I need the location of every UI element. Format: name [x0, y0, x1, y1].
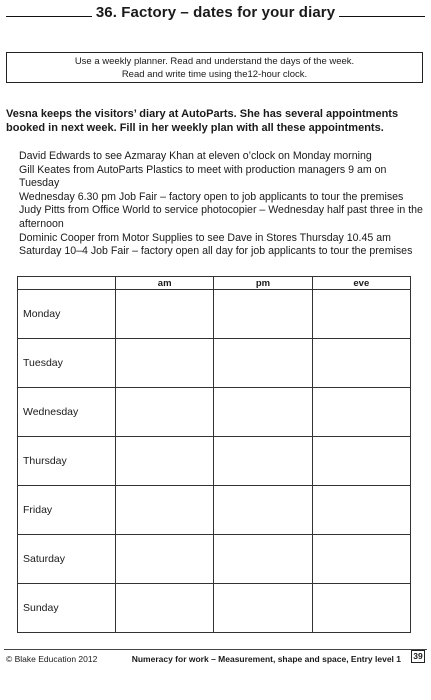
- table-header-row: [18, 277, 411, 290]
- appointment-item: Saturday 10–4 Job Fair – factory open all day for job applicants to tour the premises: [19, 245, 413, 258]
- appointment-item: Judy Pitts from Office World to service photocopier – Wednesday half past three in the afternoon: [19, 204, 423, 230]
- footer-divider: [4, 649, 427, 650]
- am-cell[interactable]: [116, 388, 214, 437]
- table-row: [18, 535, 411, 584]
- day-label: Friday: [18, 486, 116, 535]
- table-row: [18, 584, 411, 633]
- series-title: Numeracy for work – Measurement, shape and space, Entry level 1: [131, 654, 401, 664]
- day-label: Wednesday: [18, 388, 116, 437]
- am-cell[interactable]: [116, 486, 214, 535]
- header-eve: eve: [312, 277, 410, 290]
- objective-line: Read and write time using the12-hour clock.: [121, 68, 308, 80]
- appointment-item: Wednesday 6.30 pm Job Fair – factory open to job applicants to tour the premises: [19, 190, 404, 203]
- eve-cell[interactable]: [312, 290, 410, 339]
- am-cell[interactable]: [116, 437, 214, 486]
- am-cell[interactable]: [116, 290, 214, 339]
- task-instructions: Vesna keeps the visitors’ diary at AutoParts. She has several appointments booked in next week. Fill in her weekly plan with all these appointments.: [6, 108, 399, 134]
- am-cell[interactable]: [116, 535, 214, 584]
- header-day: [18, 277, 116, 290]
- pm-cell[interactable]: [214, 437, 312, 486]
- eve-cell[interactable]: [312, 437, 410, 486]
- eve-cell[interactable]: [312, 486, 410, 535]
- header-am: am: [116, 277, 214, 290]
- objectives-box: [6, 52, 423, 83]
- pm-cell[interactable]: [214, 339, 312, 388]
- objective-line: Use a weekly planner. Read and understand the days of the week.: [74, 55, 355, 67]
- eve-cell[interactable]: [312, 584, 410, 633]
- am-cell[interactable]: [116, 584, 214, 633]
- pm-cell[interactable]: [214, 584, 312, 633]
- page-title: 36. Factory – dates for your diary: [95, 3, 336, 21]
- day-label: Tuesday: [18, 339, 116, 388]
- pm-cell[interactable]: [214, 535, 312, 584]
- appointment-list: [19, 150, 427, 259]
- page-number: 39: [411, 650, 425, 663]
- appointment-item: David Edwards to see Azmaray Khan at eleven o’clock on Monday morning: [19, 150, 372, 162]
- day-label: Saturday: [18, 535, 116, 584]
- eve-cell[interactable]: [312, 388, 410, 437]
- table-row: [18, 339, 411, 388]
- header-pm: pm: [214, 277, 312, 290]
- table-row: [18, 388, 411, 437]
- pm-cell[interactable]: [214, 388, 312, 437]
- eve-cell[interactable]: [312, 339, 410, 388]
- day-label: Monday: [18, 290, 116, 339]
- table-row: [18, 290, 411, 339]
- page-header: [6, 2, 425, 22]
- title-rule-right: [339, 7, 425, 17]
- appointment-item: Dominic Cooper from Motor Supplies to see Dave in Stores Thursday 10.45 am: [19, 231, 391, 244]
- eve-cell[interactable]: [312, 535, 410, 584]
- pm-cell[interactable]: [214, 486, 312, 535]
- day-label: Sunday: [18, 584, 116, 633]
- table-row: [18, 486, 411, 535]
- am-cell[interactable]: [116, 339, 214, 388]
- appointment-item: Gill Keates from AutoParts Plastics to meet with production managers 9 am on Tuesday: [19, 163, 387, 190]
- copyright-notice: © Blake Education 2012: [6, 654, 98, 664]
- day-label: Thursday: [18, 437, 116, 486]
- pm-cell[interactable]: [214, 290, 312, 339]
- table-row: [18, 437, 411, 486]
- weekly-planner-table: [17, 276, 411, 633]
- title-rule-left: [6, 7, 92, 17]
